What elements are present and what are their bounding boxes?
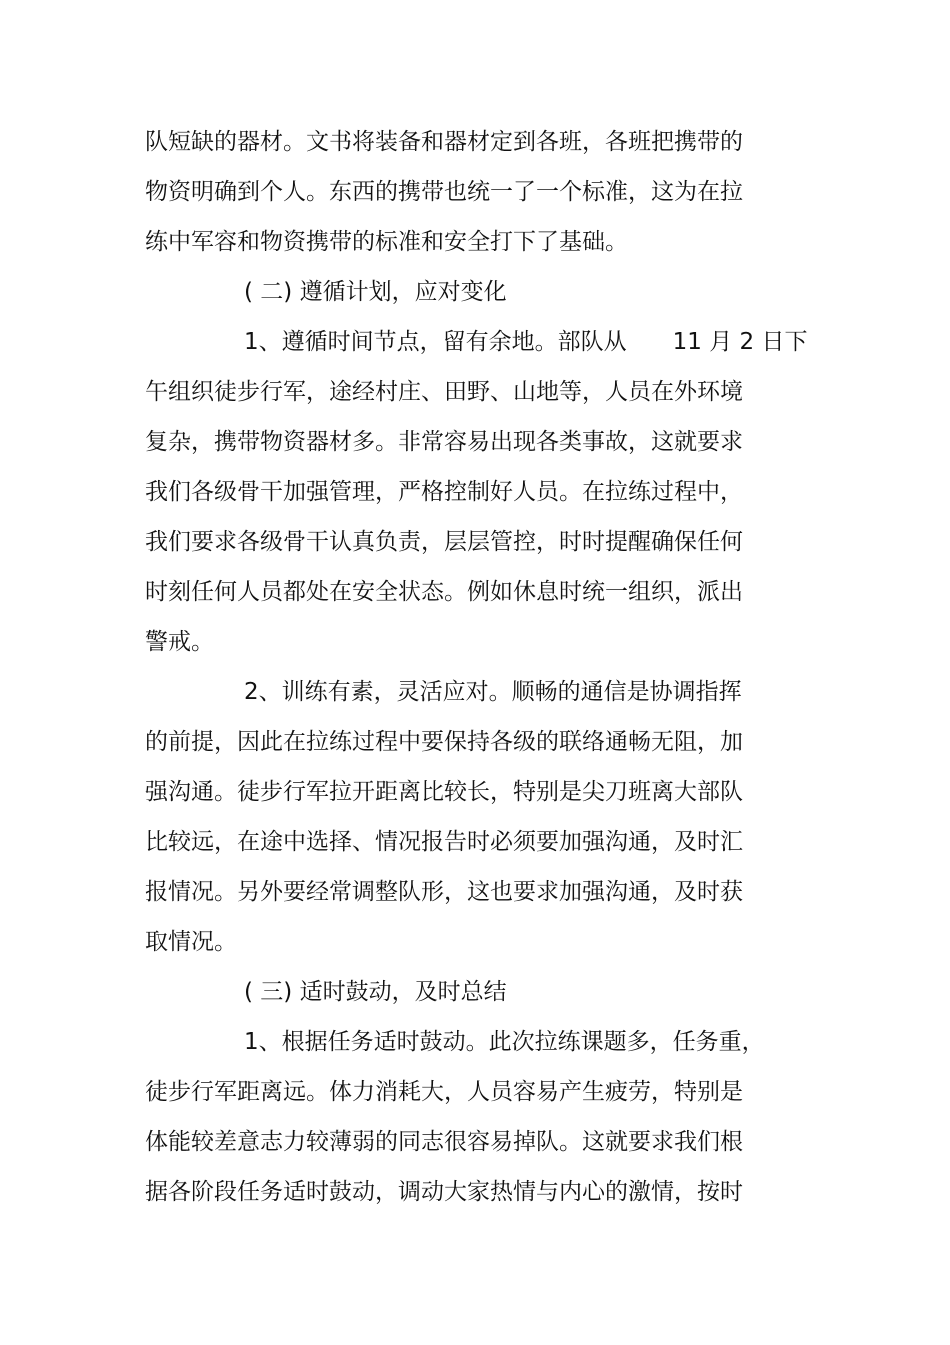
text-line: 我们各级骨干加强管理，严格控制好人员。在拉练过程中， (145, 479, 743, 505)
text-line: 1、根据任务适时鼓动。此次拉练课题多，任务重， (244, 1029, 765, 1055)
text-line: 徒步行军距离远。体力消耗大，人员容易产生疲劳，特别是 (145, 1079, 743, 1105)
text-line: 强沟通。徒步行军拉开距离比较长，特别是尖刀班离大部队 (145, 779, 743, 805)
text-line: 比较远，在途中选择、情况报告时必须要加强沟通，及时汇 (145, 829, 743, 855)
section-heading: ( 三) 适时鼓动，及时总结 (244, 979, 507, 1005)
text-line: 复杂，携带物资器材多。非常容易出现各类事故，这就要求 (145, 429, 743, 455)
text-line: 体能较差意志力较薄弱的同志很容易掉队。这就要求我们根 (145, 1129, 743, 1155)
text-line: 物资明确到个人。东西的携带也统一了一个标准，这为在拉 (145, 179, 743, 205)
text-line: 2、训练有素，灵活应对。顺畅的通信是协调指挥 (244, 679, 742, 705)
text-line: 队短缺的器材。文书将装备和器材定到各班，各班把携带的 (145, 129, 743, 155)
text-line: 练中军容和物资携带的标准和安全打下了基础。 (145, 229, 628, 255)
text-line: 取情况。 (145, 929, 237, 955)
text-line: 据各阶段任务适时鼓动，调动大家热情与内心的激情，按时 (145, 1179, 743, 1205)
text-line: 1、遵循时间节点，留有余地。部队从 11 月 2 日下 (244, 329, 808, 355)
text-line: 我们要求各级骨干认真负责，层层管控，时时提醒确保任何 (145, 529, 743, 555)
text-line: 的前提，因此在拉练过程中要保持各级的联络通畅无阻，加 (145, 729, 743, 755)
text-line: 午组织徒步行军，途经村庄、田野、山地等，人员在外环境 (145, 379, 743, 405)
text-line: 警戒。 (145, 629, 214, 655)
section-heading: ( 二) 遵循计划，应对变化 (244, 279, 507, 305)
text-line: 报情况。另外要经常调整队形，这也要求加强沟通，及时获 (145, 879, 743, 905)
text-line: 时刻任何人员都处在安全状态。例如休息时统一组织，派出 (145, 579, 743, 605)
